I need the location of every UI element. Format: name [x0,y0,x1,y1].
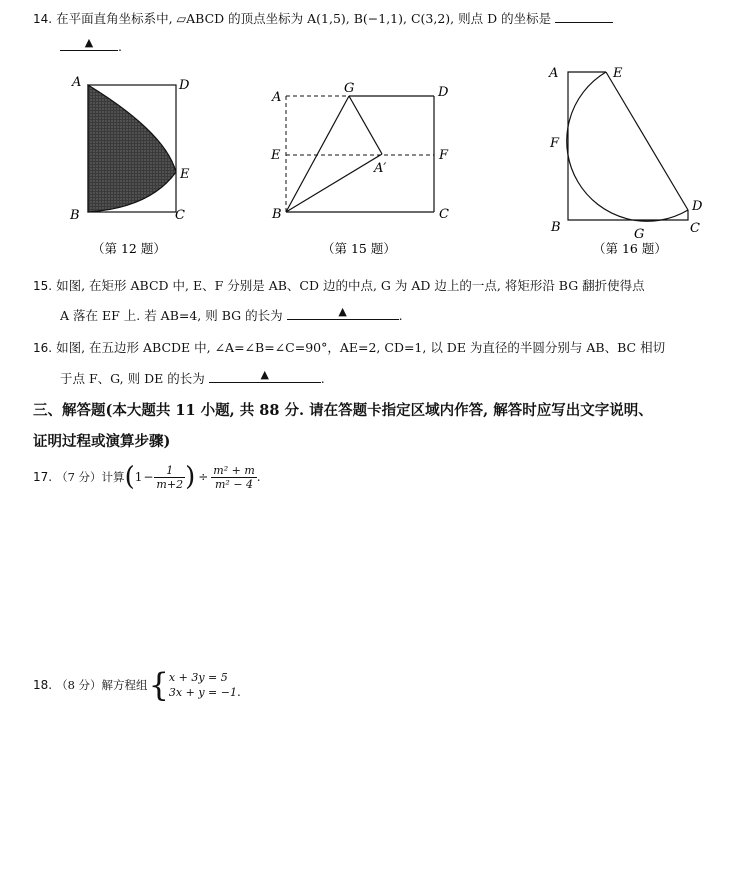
label-b: B [272,207,282,222]
figure-16 [548,66,703,242]
label-g: G [634,227,645,242]
label-e: E [613,66,623,81]
question-14 [33,9,613,27]
label-e: E [271,148,281,163]
section-heading: 三、解答题(本大题共 11 小题, 共 88 分. 请在答题卡指定区域内作答, 解答时应写出文字说明、 [33,402,653,419]
label-a: A [549,66,559,81]
section-heading-line2: 证明过程或演算步骤) [33,433,171,450]
label-f: F [550,136,560,151]
label-d: D [438,85,449,100]
period: . [398,308,403,323]
answer-triangle-icon: ▲ [338,305,347,318]
label-g: G [344,81,355,96]
label-c: C [690,221,700,236]
question-number: 15. [33,279,53,293]
question-number: 16. [33,341,53,355]
figures [0,60,729,265]
answer-blank [555,10,613,23]
label-e: E [180,167,190,182]
question-15 [33,276,645,294]
fraction-2-denominator: m² − 4 [215,477,254,491]
left-paren: ( [124,462,135,492]
question-prefix: （8 分）解方程组 [56,678,148,692]
fraction-1-numerator: 1 [154,464,185,478]
period: . [320,371,325,386]
question-number: 14. [33,12,53,26]
label-d: D [179,78,190,93]
shaded-sector [88,85,176,212]
division-sign: ÷ [198,470,209,484]
left-brace: { [148,666,169,704]
label-f: F [439,148,449,163]
equation-1: x + 3y = 5 [168,671,228,684]
minus-sign: − [143,470,154,484]
pentagon-sides [568,72,688,220]
figure-12 [69,75,190,223]
question-number: 18. [33,678,53,692]
question-17 [33,459,261,495]
one: 1 [134,470,143,484]
label-a-prime: A′ [374,161,387,176]
period: . [118,39,122,54]
equation-system [169,670,237,700]
answer-triangle-icon: ▲ [84,36,94,49]
question-text-line1: 如图, 在矩形 ABCD 中, E、F 分别是 AB、CD 边的中点, G 为 AD 边上的一点, 将矩形沿 BG 翻折使得点 [56,278,645,293]
question-text-line2: 于点 F、G, 则 DE 的长为 [60,371,205,386]
answer-blank [287,307,399,320]
question-text: 在平面直角坐标系中, ▱ABCD 的顶点坐标为 A(1,5), B(−1,1), C(3,2), 则点 D 的坐标是 [56,11,552,26]
period: . [236,685,241,699]
question-number: 17. [33,470,53,484]
question-prefix: （7 分）计算 [56,470,125,484]
label-b: B [70,208,80,223]
caption-figure-12: （第 12 题） [92,241,166,256]
period: . [256,470,261,484]
answer-triangle-icon: ▲ [260,368,269,381]
equation-2: 3x + y = −1 [168,686,237,699]
question-14-answer-line [60,38,122,54]
right-paren: ) [185,462,196,492]
answer-blank [209,370,321,383]
line-bg [286,96,349,212]
line-de [606,72,688,210]
question-18 [33,666,241,704]
answer-blank [60,38,118,51]
figure-15 [270,81,449,222]
question-15-line2 [60,306,403,324]
label-c: C [439,207,449,222]
label-b: B [551,220,561,235]
caption-figure-16: （第 16 题） [593,241,667,256]
question-16 [33,338,665,356]
fraction-1-denominator: m+2 [156,477,184,491]
question-text-line1: 如图, 在五边形 ABCDE 中, ∠A=∠B=∠C=90°，AE=2, CD=1, 以 DE 为直径的半圆分别与 AB、BC 相切 [56,340,666,355]
caption-figure-15: （第 15 题） [322,241,396,256]
label-a: A [72,75,82,90]
label-a: A [272,90,282,105]
semicircle [567,72,688,221]
fraction-1 [154,464,185,491]
question-text-line2: A 落在 EF 上. 若 AB=4, 则 BG 的长为 [60,308,283,323]
fraction-2 [211,464,256,491]
label-d: D [692,199,703,214]
fraction-2-numerator: m² + m [213,463,255,477]
question-16-line2 [60,369,325,387]
label-c: C [175,208,185,223]
